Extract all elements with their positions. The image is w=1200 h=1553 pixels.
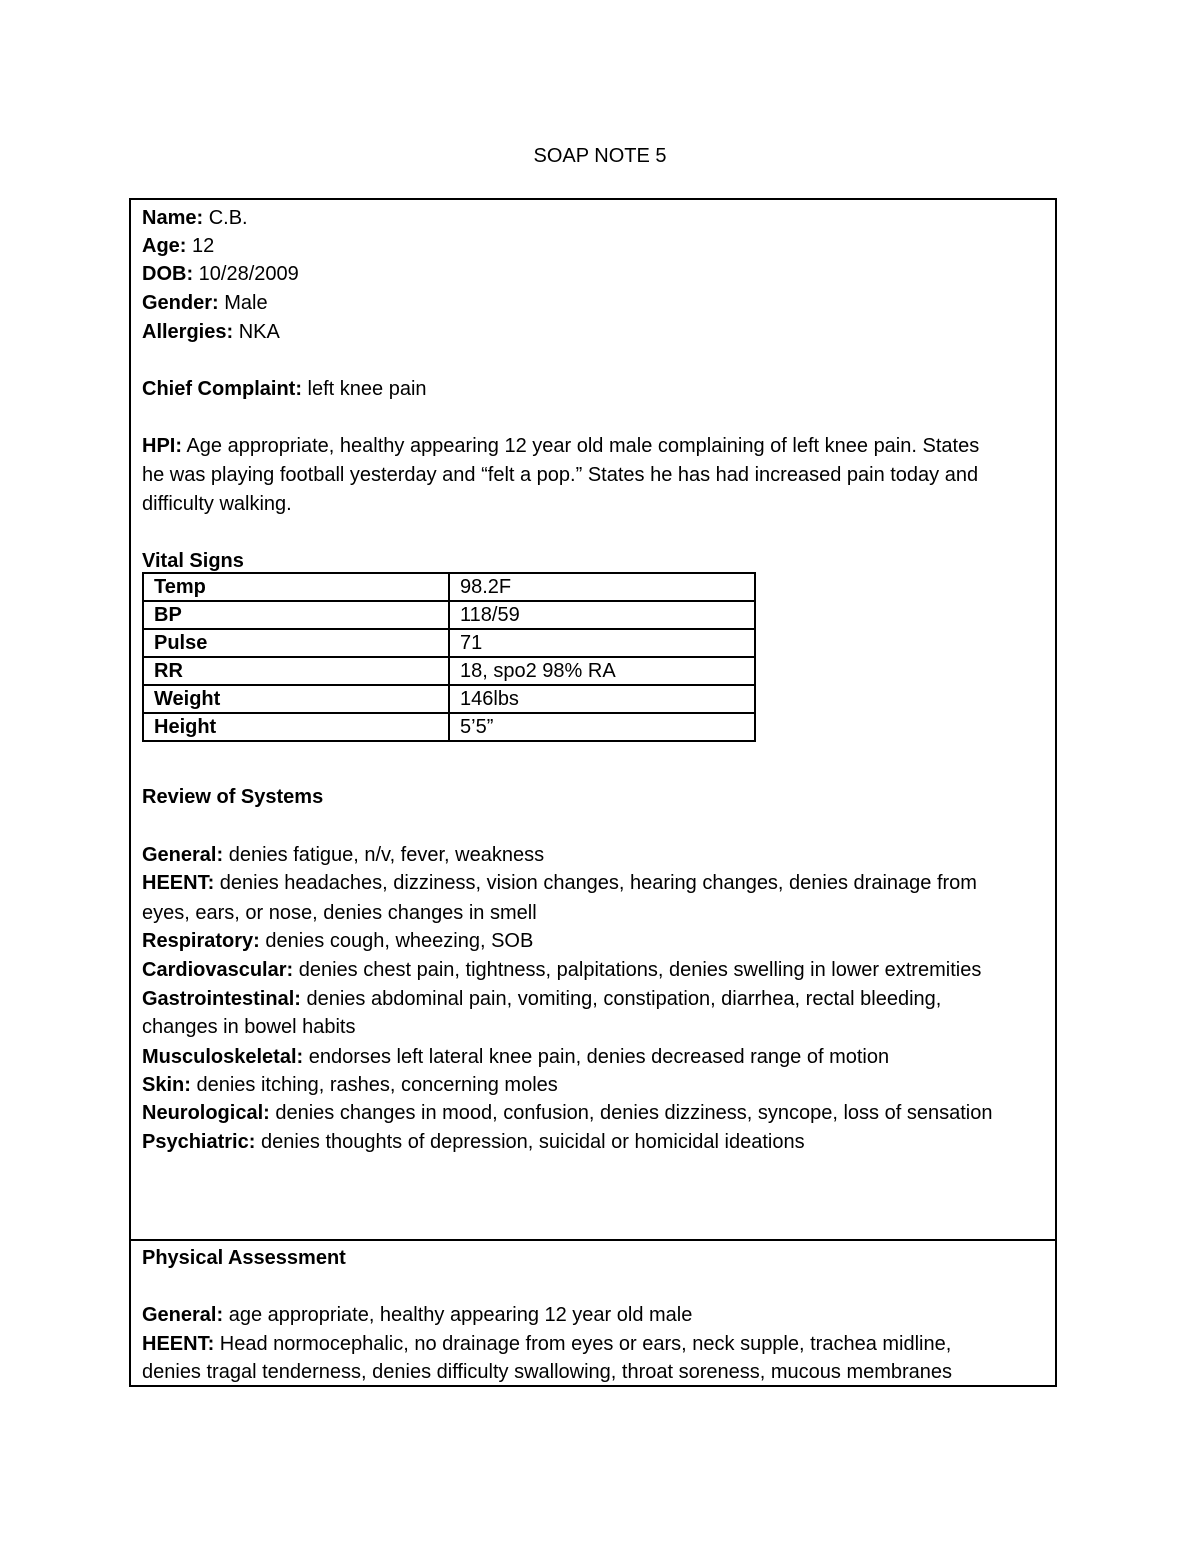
vital-label: RR: [143, 657, 449, 685]
ros-heent-1: HEENT: denies headaches, dizziness, vision changes, hearing changes, denies drainage from: [142, 872, 977, 894]
ros-general: General: denies fatigue, n/v, fever, weakness: [142, 844, 545, 866]
physical-assessment-section: [131, 1241, 1055, 1385]
pe-heent-1: HEENT: Head normocephalic, no drainage from eyes or ears, neck supple, trachea midline,: [142, 1333, 952, 1355]
ros-psychiatric: Psychiatric: denies thoughts of depression, suicidal or homicidal ideations: [142, 1131, 805, 1153]
vital-label: Temp: [143, 573, 449, 601]
patient-age: Age: 12: [142, 235, 215, 257]
ros-respiratory: Respiratory: denies cough, wheezing, SOB: [142, 930, 534, 952]
hpi-line-1: HPI: Age appropriate, healthy appearing 12 year old male complaining of left knee pain. States: [142, 435, 980, 457]
ros-neurological: Neurological: denies changes in mood, confusion, denies dizziness, syncope, loss of sensation: [142, 1102, 993, 1124]
table-row: [143, 685, 755, 713]
document-title: SOAP NOTE 5: [533, 145, 667, 167]
ros-gastrointestinal-2: changes in bowel habits: [142, 1016, 356, 1038]
pe-heent-2: denies tragal tenderness, denies difficulty swallowing, throat soreness, mucous membranes: [142, 1361, 953, 1383]
table-row: [143, 629, 755, 657]
vital-signs-table: [142, 572, 756, 742]
pe-general: General: age appropriate, healthy appearing 12 year old male: [142, 1304, 693, 1326]
ros-heading: Review of Systems: [142, 786, 324, 808]
ros-skin: Skin: denies itching, rashes, concerning moles: [142, 1074, 558, 1096]
vital-signs-heading: Vital Signs: [142, 550, 244, 572]
patient-dob: DOB: 10/28/2009: [142, 263, 299, 285]
vital-value: 118/59: [449, 601, 755, 629]
ros-gastrointestinal-1: Gastrointestinal: denies abdominal pain, vomiting, constipation, diarrhea, rectal bleeding,: [142, 988, 942, 1010]
subjective-section: [131, 200, 1055, 1241]
ros-musculoskeletal: Musculoskeletal: endorses left lateral knee pain, denies decreased range of motion: [142, 1046, 890, 1068]
vital-label: Pulse: [143, 629, 449, 657]
vital-label: Height: [143, 713, 449, 741]
vital-value: 18, spo2 98% RA: [449, 657, 755, 685]
table-row: [143, 713, 755, 741]
hpi-line-3: difficulty walking.: [142, 493, 292, 515]
vital-value: 71: [449, 629, 755, 657]
patient-gender: Gender: Male: [142, 292, 268, 314]
patient-allergies: Allergies: NKA: [142, 321, 280, 343]
patient-name: Name: C.B.: [142, 207, 248, 229]
physical-heading: Physical Assessment: [142, 1247, 346, 1269]
table-row: [143, 573, 755, 601]
table-row: [143, 601, 755, 629]
hpi-line-2: he was playing football yesterday and “felt a pop.” States he has had increased pain today and: [142, 464, 979, 486]
soap-note-frame: [129, 198, 1057, 1387]
ros-cardiovascular: Cardiovascular: denies chest pain, tightness, palpitations, denies swelling in lower extremities: [142, 959, 982, 981]
vital-label: Weight: [143, 685, 449, 713]
vital-value: 5’5”: [449, 713, 755, 741]
table-row: [143, 657, 755, 685]
chief-complaint: Chief Complaint: left knee pain: [142, 378, 427, 400]
ros-heent-2: eyes, ears, or nose, denies changes in smell: [142, 902, 537, 924]
vital-value: 146lbs: [449, 685, 755, 713]
vital-value: 98.2F: [449, 573, 755, 601]
vital-label: BP: [143, 601, 449, 629]
